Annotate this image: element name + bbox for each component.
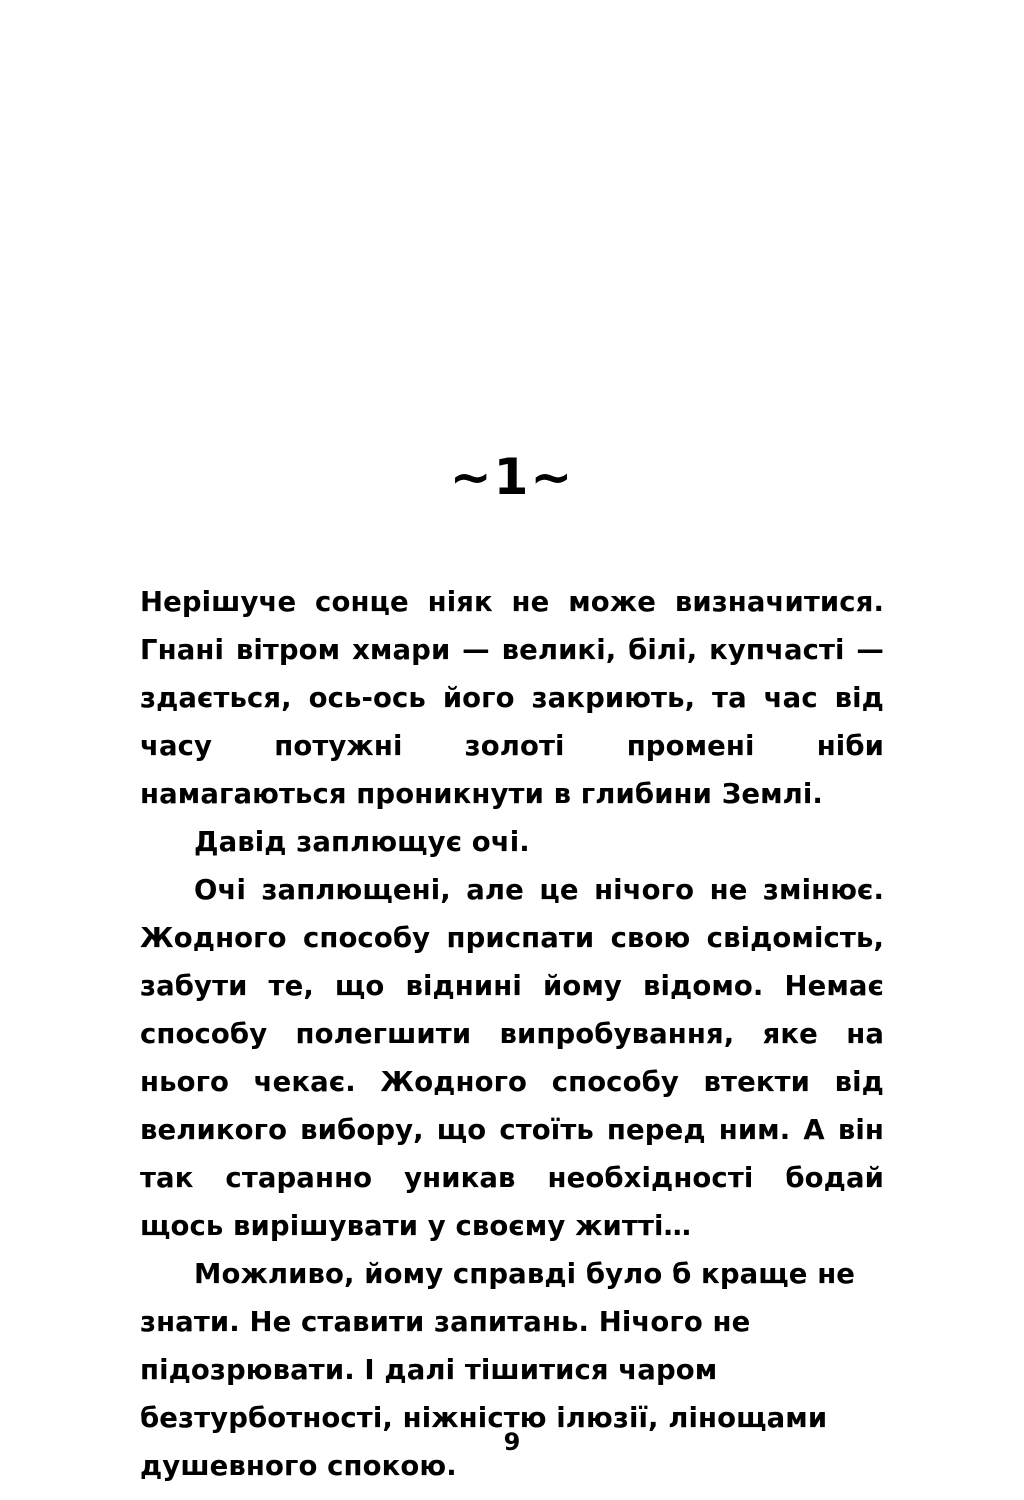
paragraph: Давід заплющує очі. xyxy=(194,826,530,858)
page-content xyxy=(140,0,884,1500)
chapter-marker: ~1~ xyxy=(449,448,575,506)
paragraph: Очі заплющені, але це нічого не змінює. Жодного способу приспати свою свідомість, забути те, що віднині йому відомо. Немає способу полегшити випробування, яке на нього чекає. Жодного способу втекти від великого вибору, що стоїть перед ним. А він так старанно уникав необхідності бодай щось вирішувати у своєму житті… xyxy=(140,874,884,1242)
paragraph: Можливо, йому справді було б краще не знати. Не ставити запитань. Нічого не підозрювати. І далі тішитися чаром безтурботності, ніжністю ілюзії, лінощами душевного спокою. xyxy=(140,1258,856,1482)
paragraph: Нерішуче сонце ніяк не може визначитися. Гнані вітром хмари — великі, білі, купчасті — здається, ось-ось його закриють, та час від часу потужні золоті промені ніби намагаються проникнути в глибини Землі. xyxy=(140,586,884,810)
page-number: 9 xyxy=(503,1428,521,1456)
body-text xyxy=(140,578,884,1490)
